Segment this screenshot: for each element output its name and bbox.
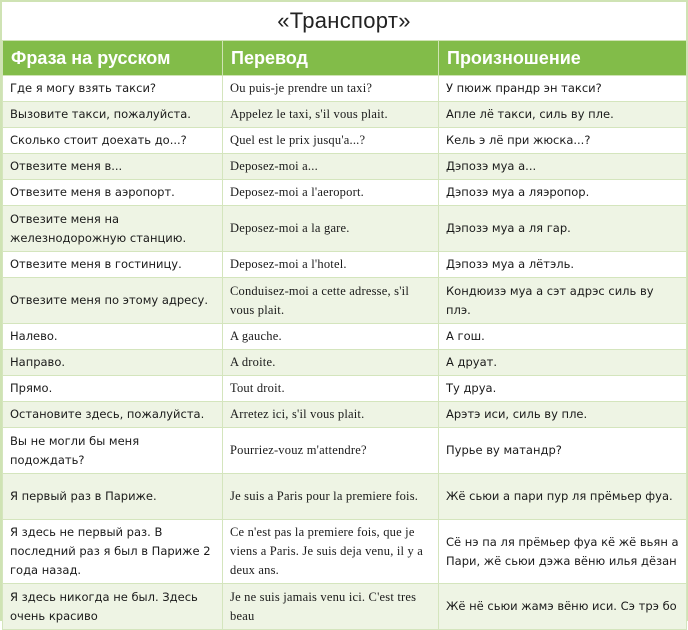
cell-translation: Quel est le prix jusqu'a...? <box>223 128 439 154</box>
cell-russian: Отвезите меня по этому адресу. <box>3 278 223 324</box>
cell-russian: Отвезите меня в гостиницу. <box>3 252 223 278</box>
cell-pronunciation: Жё сьюи а пари пур ля прёмьер фуа. <box>439 474 687 520</box>
cell-translation: Deposez-moi a l'hotel. <box>223 252 439 278</box>
cell-pronunciation: У пюиж прандр эн такси? <box>439 76 687 102</box>
table-row <box>3 520 687 584</box>
cell-pronunciation: Дэпозэ муа а ляэропор. <box>439 180 687 206</box>
table-row <box>3 76 687 102</box>
cell-pronunciation: Дэпозэ муа а лётэль. <box>439 252 687 278</box>
cell-translation: Deposez-moi a... <box>223 154 439 180</box>
column-header-pronunciation: Произношение <box>439 41 687 76</box>
cell-translation: Ce n'est pas la premiere fois, que je viens a Paris. Je suis deja venu, il y a deux ans. <box>223 520 439 584</box>
cell-russian: Отвезите меня в... <box>3 154 223 180</box>
table-row <box>3 252 687 278</box>
table-header <box>3 41 687 76</box>
table-row <box>3 376 687 402</box>
cell-pronunciation: Дэпозэ муа а... <box>439 154 687 180</box>
cell-pronunciation: Ту друа. <box>439 376 687 402</box>
cell-russian: Отвезите меня в аэропорт. <box>3 180 223 206</box>
cell-translation: A gauche. <box>223 324 439 350</box>
cell-pronunciation: Апле лё такси, силь ву пле. <box>439 102 687 128</box>
header-row <box>3 41 687 76</box>
table-row <box>3 102 687 128</box>
cell-translation: Pourriez-vouz m'attendre? <box>223 428 439 474</box>
cell-translation: Deposez-moi a l'aeroport. <box>223 180 439 206</box>
cell-translation: Conduisez-moi a cette adresse, s'il vous plait. <box>223 278 439 324</box>
column-header-translation: Перевод <box>223 41 439 76</box>
table-row <box>3 584 687 630</box>
table-row <box>3 350 687 376</box>
table-body <box>3 76 687 630</box>
table-row <box>3 428 687 474</box>
cell-pronunciation: Дэпозэ муа а ля гар. <box>439 206 687 252</box>
cell-translation: Deposez-moi a la gare. <box>223 206 439 252</box>
table-row <box>3 474 687 520</box>
table-row <box>3 180 687 206</box>
table-row <box>3 128 687 154</box>
cell-pronunciation: Жё нё сьюи жамэ вёню иси. Сэ трэ бо <box>439 584 687 630</box>
cell-translation: A droite. <box>223 350 439 376</box>
cell-russian: Вы не могли бы меня подождать? <box>3 428 223 474</box>
page-title: «Транспорт» <box>277 8 411 33</box>
cell-translation: Arretez ici, s'il vous plait. <box>223 402 439 428</box>
table-row <box>3 324 687 350</box>
cell-russian: Остановите здесь, пожалуйста. <box>3 402 223 428</box>
cell-russian: Я первый раз в Париже. <box>3 474 223 520</box>
cell-pronunciation: А друат. <box>439 350 687 376</box>
cell-russian: Прямо. <box>3 376 223 402</box>
cell-russian: Вызовите такси, пожалуйста. <box>3 102 223 128</box>
phrase-table <box>2 40 687 630</box>
title-bar <box>2 0 686 40</box>
table-row <box>3 278 687 324</box>
table-row <box>3 402 687 428</box>
cell-russian: Я здесь не первый раз. В последний раз я был в Париже 2 года назад. <box>3 520 223 584</box>
column-header-russian: Фраза на русском <box>3 41 223 76</box>
cell-translation: Tout droit. <box>223 376 439 402</box>
cell-translation: Appelez le taxi, s'il vous plait. <box>223 102 439 128</box>
cell-russian: Направо. <box>3 350 223 376</box>
cell-translation: Je ne suis jamais venu ici. C'est tres beau <box>223 584 439 630</box>
table-row <box>3 206 687 252</box>
cell-pronunciation: Арэтэ иси, силь ву пле. <box>439 402 687 428</box>
cell-pronunciation: Пурье ву матандр? <box>439 428 687 474</box>
table-row <box>3 154 687 180</box>
cell-translation: Ou puis-je prendre un taxi? <box>223 76 439 102</box>
cell-pronunciation: А гош. <box>439 324 687 350</box>
cell-pronunciation: Кель э лё при жюска...? <box>439 128 687 154</box>
cell-russian: Я здесь никогда не был. Здесь очень красиво <box>3 584 223 630</box>
cell-pronunciation: Кондюизэ муа а сэт адрэс силь ву плэ. <box>439 278 687 324</box>
cell-russian: Отвезите меня на железнодорожную станцию. <box>3 206 223 252</box>
cell-russian: Где я могу взять такси? <box>3 76 223 102</box>
cell-russian: Налево. <box>3 324 223 350</box>
cell-translation: Je suis a Paris pour la premiere fois. <box>223 474 439 520</box>
cell-russian: Сколько стоит доехать до...? <box>3 128 223 154</box>
cell-pronunciation: Сё нэ па ля прёмьер фуа кё жё вьян а Пари, жё сьюи дэжа вёню илья дёзан <box>439 520 687 584</box>
